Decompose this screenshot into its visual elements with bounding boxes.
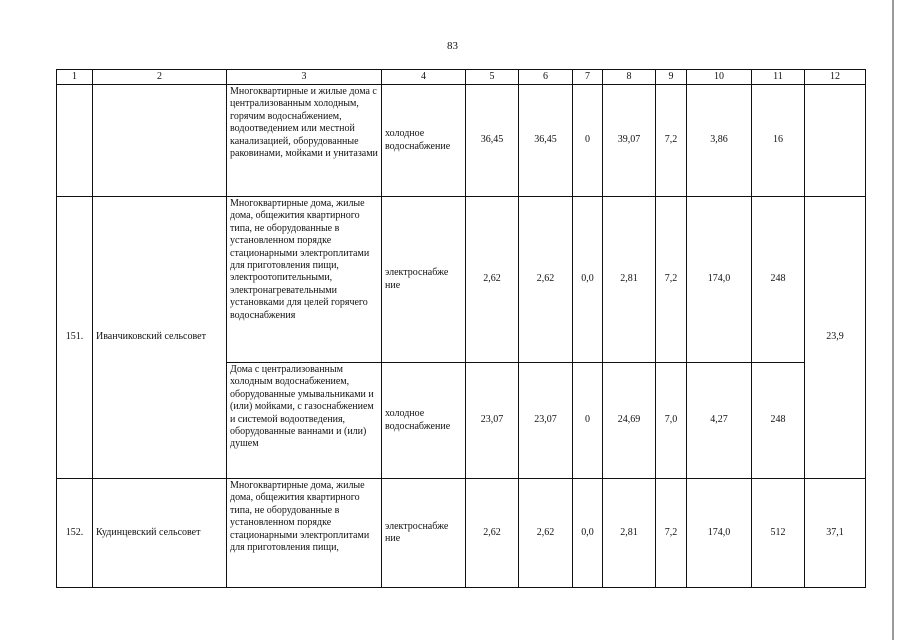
value-cell-10: 174,0 xyxy=(687,197,752,363)
value-cell-12 xyxy=(805,85,866,197)
settlement-name-cell xyxy=(93,85,227,197)
value-cell-8: 24,69 xyxy=(603,363,656,479)
row-number-cell: 151. xyxy=(57,197,93,479)
service-cell: холодное водоснабжение xyxy=(382,85,466,197)
value-cell-8: 2,81 xyxy=(603,197,656,363)
value-cell-9: 7,2 xyxy=(656,197,687,363)
value-cell-6: 2,62 xyxy=(519,197,573,363)
value-cell-7: 0 xyxy=(573,85,603,197)
settlement-name-cell: Кудинцевский сельсовет xyxy=(93,479,227,588)
value-cell-5: 2,62 xyxy=(466,197,519,363)
value-cell-7: 0,0 xyxy=(573,197,603,363)
service-cell: электроснабже ние xyxy=(382,479,466,588)
value-cell-11: 16 xyxy=(752,85,805,197)
header-row xyxy=(57,70,866,85)
header-cell: 1 xyxy=(57,70,93,85)
page-number: 83 xyxy=(447,40,458,52)
row-number-cell xyxy=(57,85,93,197)
settlement-name-cell: Иванчиковский сельсовет xyxy=(93,197,227,479)
housing-description-cell: Многоквартирные и жилые дома с централизованным холодным, горячим водоснабжением, водоотведением или местной канализацией, оборудованные раковинами, мойками и унитазами xyxy=(227,85,382,197)
value-cell-6: 2,62 xyxy=(519,479,573,588)
value-cell-9: 7,2 xyxy=(656,479,687,588)
value-cell-10: 3,86 xyxy=(687,85,752,197)
header-cell: 5 xyxy=(466,70,519,85)
table-row xyxy=(57,197,866,363)
table-row xyxy=(57,85,866,197)
header-cell: 4 xyxy=(382,70,466,85)
scan-edge xyxy=(892,0,894,640)
tariff-table xyxy=(56,69,866,588)
value-cell-8: 39,07 xyxy=(603,85,656,197)
value-cell-11: 248 xyxy=(752,363,805,479)
row-number-cell: 152. xyxy=(57,479,93,588)
service-cell: холодное водоснабжение xyxy=(382,363,466,479)
value-cell-10: 4,27 xyxy=(687,363,752,479)
value-cell-11: 248 xyxy=(752,197,805,363)
header-cell: 12 xyxy=(805,70,866,85)
header-cell: 2 xyxy=(93,70,227,85)
value-cell-9: 7,2 xyxy=(656,85,687,197)
value-cell-8: 2,81 xyxy=(603,479,656,588)
value-cell-5: 2,62 xyxy=(466,479,519,588)
value-cell-11: 512 xyxy=(752,479,805,588)
header-cell: 11 xyxy=(752,70,805,85)
table-row xyxy=(57,479,866,588)
header-cell: 7 xyxy=(573,70,603,85)
value-cell-6: 36,45 xyxy=(519,85,573,197)
value-cell-10: 174,0 xyxy=(687,479,752,588)
value-cell-5: 23,07 xyxy=(466,363,519,479)
header-cell: 9 xyxy=(656,70,687,85)
header-cell: 6 xyxy=(519,70,573,85)
value-cell-5: 36,45 xyxy=(466,85,519,197)
header-cell: 10 xyxy=(687,70,752,85)
service-cell: электроснабже ние xyxy=(382,197,466,363)
header-cell: 8 xyxy=(603,70,656,85)
housing-description-cell: Дома с централизованным холодным водоснабжением, оборудованные умывальниками и (или) мойками, с газоснабжением и системой водоотведения, оборудованные ваннами и (или) душем xyxy=(227,363,382,479)
header-cell: 3 xyxy=(227,70,382,85)
value-cell-9: 7,0 xyxy=(656,363,687,479)
value-cell-7: 0 xyxy=(573,363,603,479)
value-cell-7: 0,0 xyxy=(573,479,603,588)
value-cell-12: 23,9 xyxy=(805,197,866,479)
value-cell-12: 37,1 xyxy=(805,479,866,588)
housing-description-cell: Многоквартирные дома, жилые дома, общежития квартирного типа, не оборудованные в установленном порядке стационарными электроплитами для приготовления пищи, электроотопительными, электронагревательными установками для целей горячего водоснабжения xyxy=(227,197,382,363)
value-cell-6: 23,07 xyxy=(519,363,573,479)
housing-description-cell: Многоквартирные дома, жилые дома, общежития квартирного типа, не оборудованные в установленном порядке стационарными электроплитами для приготовления пищи, xyxy=(227,479,382,588)
